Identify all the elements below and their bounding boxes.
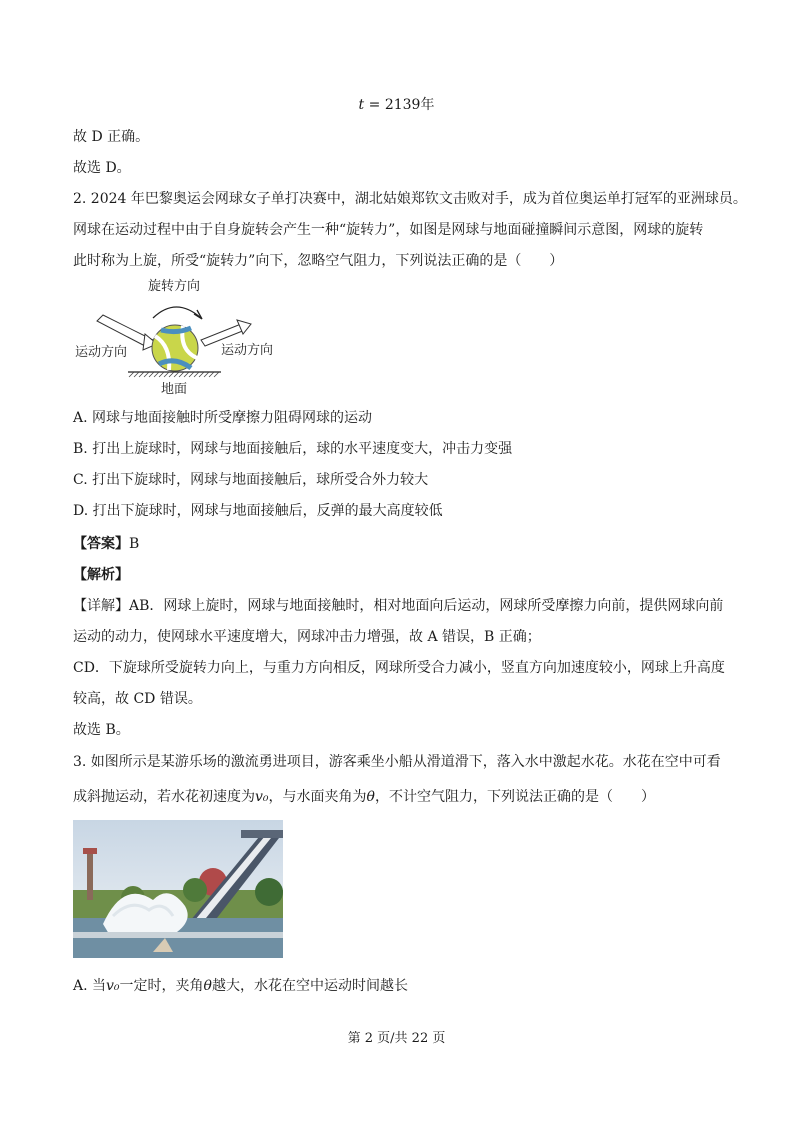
tennis-ball-icon <box>152 325 198 371</box>
equation-value: 2139年 <box>384 97 435 113</box>
equation: t = 2139年 <box>358 97 435 113</box>
question-2-line: 此时称为上旋，所受“旋转力”向下，忽略空气阻力，下列说法正确的是（ ） <box>73 253 564 269</box>
detail-line: 运动的动力，使网球水平速度增大，网球冲击力增强，故 A 错误，B 正确； <box>73 629 541 645</box>
ground-hatch <box>129 372 219 377</box>
option-a: A. 网球与地面接触时所受摩擦力阻碍网球的运动 <box>73 410 373 426</box>
detail-tag: 【详解】 <box>73 598 129 614</box>
question-3-line: 成斜抛运动，若水花初速度为v₀，与水面夹角为θ，不计空气阻力，下列说法正确的是（ ） <box>73 789 655 805</box>
option-b: B. 打出上旋球时，网球与地面接触后，球的水平速度变大，冲击力变强 <box>73 441 513 457</box>
analysis-tag: 【解析】 <box>73 567 129 583</box>
answer-value: B <box>129 536 140 552</box>
spin-direction-label: 旋转方向 <box>148 279 201 294</box>
text-line: 故选 B。 <box>73 722 130 738</box>
detail-line: CD．下旋球所受旋转力向上，与重力方向相反，网球所受合力减小，竖直方向加速度较小，网球上升高度 <box>73 660 725 676</box>
text-line: 故 D 正确。 <box>73 129 150 145</box>
question-3-line: 3. 如图所示是某游乐场的激流勇进项目，游客乘坐小船从滑道滑下，落入水中激起水花。水花在空中可看 <box>73 754 721 770</box>
ground-label: 地面 <box>161 382 188 397</box>
water-slide-photo <box>73 820 283 958</box>
detail-line: 【详解】AB．网球上旋时，网球与地面接触时，相对地面向后运动，网球所受摩擦力向前，提供网球向前 <box>73 598 724 614</box>
v0-symbol: v₀ <box>106 978 120 994</box>
v0-symbol: v₀ <box>255 789 269 805</box>
equation-variable: t <box>358 97 365 113</box>
option-d: D. 打出下旋球时，网球与地面接触后，反弹的最大高度较低 <box>73 503 443 519</box>
question-2-line: 2. 2024 年巴黎奥运会网球女子单打决赛中，湖北姑娘郑钦文击败对手，成为首位奥运单打冠军的亚洲球员。 <box>73 191 747 207</box>
question-2-line: 网球在运动过程中由于自身旋转会产生一种“旋转力”，如图是网球与地面碰撞瞬间示意图，网球的旋转 <box>73 222 704 238</box>
spin-arrow-icon <box>153 307 201 318</box>
tennis-ball-diagram <box>73 278 278 398</box>
text-line: 故选 D。 <box>73 160 131 176</box>
motion-direction-label-left: 运动方向 <box>75 345 128 360</box>
theta-symbol: θ <box>366 789 375 805</box>
detail-line: 较高，故 CD 错误。 <box>73 691 202 707</box>
option-c: C. 打出下旋球时，网球与地面接触后，球所受合外力较大 <box>73 472 429 488</box>
answer-line <box>73 534 139 554</box>
option-a: A. 当v₀一定时，夹角θ越大，水花在空中运动时间越长 <box>73 978 408 994</box>
answer-tag: 【答案】 <box>73 536 129 552</box>
theta-symbol: θ <box>203 978 212 994</box>
motion-direction-label-right: 运动方向 <box>221 343 274 358</box>
page-footer: 第 2 页/共 22 页 <box>347 1031 446 1046</box>
